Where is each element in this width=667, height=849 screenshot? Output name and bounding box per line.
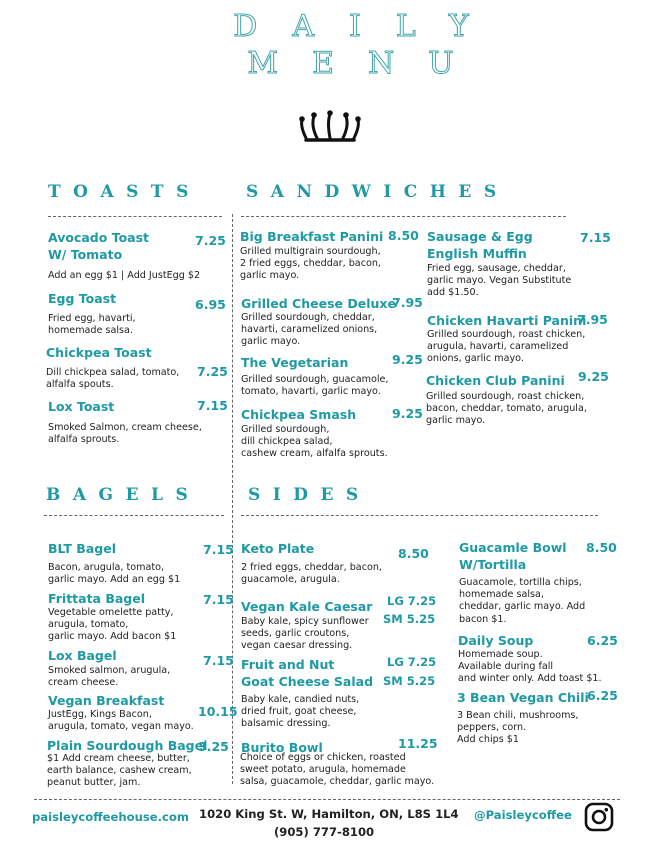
menu-item-name: Vegan Breakfast (48, 693, 165, 708)
menu-item-desc: Grilled sourdough, dill chickpea salad, cashew cream, alfalfa sprouts. (241, 424, 388, 460)
menu-item-name: Guacamle Bowl W/Tortilla (459, 540, 567, 572)
menu-item-name: Sausage & Egg English Muffin (427, 229, 533, 261)
menu-item-name: Daily Soup (458, 633, 534, 648)
menu-item-price: LG 7.25 (387, 655, 437, 669)
section-bagels: BAGELS (46, 485, 201, 505)
menu-item-name: Vegan Kale Caesar (241, 599, 373, 614)
title-menu: MENU (247, 46, 488, 81)
menu-item-desc: Fried egg, sausage, cheddar, garlic mayo. Vegan Substitute add $1.50. (427, 263, 572, 299)
column-divider (232, 214, 233, 784)
menu-item-desc: Guacamole, tortilla chips, homemade salsa, cheddar, garlic mayo. Add bacon $1. (459, 577, 586, 625)
menu-item-name: Chickpea Smash (241, 407, 357, 422)
menu-item-desc: 3 Bean chili, mushrooms, peppers, corn. Add chips $1 (457, 710, 579, 746)
menu-item-desc: $1 Add cream cheese, butter, earth balance, cashew cream, peanut butter, jam. (47, 753, 192, 789)
menu-item-desc: JustEgg, Kings Bacon, arugula, tomato, vegan mayo. (48, 709, 194, 733)
menu-item-price: 9.25 (392, 352, 423, 367)
menu-item-name: BLT Bagel (48, 541, 116, 556)
menu-item-desc: Baby kale, spicy sunflower seeds, garlic croutons, vegan caesar dressing. (241, 616, 369, 652)
menu-item-price: 3.25 (198, 739, 229, 754)
menu-item-desc: Grilled sourdough, roast chicken, arugula, havarti, caramelized onions, garlic mayo. (427, 329, 586, 365)
menu-item-price: 8.50 (398, 546, 429, 561)
divider (241, 515, 598, 516)
menu-item-price: 6.25 (587, 688, 618, 703)
divider (48, 216, 222, 217)
menu-item-desc: Bacon, arugula, tomato, garlic mayo. Add an egg $1 (48, 562, 181, 586)
menu-item-desc: Vegetable omelette patty, arugula, tomato, garlic mayo. Add bacon $1 (48, 607, 177, 643)
menu-item-desc: Grilled sourdough, cheddar, havarti, caramelized onions, garlic mayo. (241, 312, 378, 348)
menu-item-price: 7.15 (203, 592, 234, 607)
menu-item-price: 6.25 (587, 633, 618, 648)
menu-item-price: 9.25 (578, 369, 609, 384)
menu-item-name: 3 Bean Vegan Chili (457, 690, 589, 705)
menu-item-price: 10.15 (198, 704, 238, 719)
menu-item-name: Keto Plate (241, 541, 315, 556)
menu-item-desc: Dill chickpea salad, tomato, alfalfa spouts. (46, 367, 180, 391)
menu-item-desc: Grilled sourdough, guacamole, tomato, havarti, garlic mayo. (241, 374, 389, 398)
title-daily: DAILY (233, 9, 504, 44)
menu-item-desc: Add an egg $1 | Add JustEgg $2 (48, 270, 201, 281)
section-sides: SIDES (248, 485, 371, 505)
divider (241, 216, 566, 217)
menu-item-name: Chickpea Toast (46, 345, 152, 360)
menu-item-name: Egg Toast (48, 291, 117, 306)
menu-item-price: 9.25 (392, 406, 423, 421)
menu-item-price: 8.50 (388, 228, 419, 243)
crown-icon (298, 110, 362, 146)
menu-item-desc: Fried egg, havarti, homemade salsa. (48, 313, 136, 337)
menu-item-price: 7.15 (203, 542, 234, 557)
menu-item-desc: Grilled sourdough, roast chicken, bacon, cheddar, tomato, arugula, garlic mayo. (426, 391, 587, 427)
menu-item-desc: Baby kale, candied nuts, dried fruit, goat cheese, balsamic dressing. (241, 694, 360, 730)
instagram-icon[interactable] (584, 802, 614, 832)
menu-item-desc: 2 fried eggs, cheddar, bacon, guacamole, arugula. (241, 562, 382, 586)
menu-item-desc: Grilled multigrain sourdough, 2 fried eggs, cheddar, bacon, garlic mayo. (240, 246, 381, 282)
menu-item-name: Burito Bowl (241, 740, 323, 755)
menu-item-price-small: SM 5.25 (383, 612, 436, 626)
menu-item-price: 6.95 (195, 297, 226, 312)
menu-item-name: Plain Sourdough Bagel (47, 738, 208, 753)
footer-divider (34, 799, 620, 800)
menu-item-price: 7.15 (580, 230, 611, 245)
section-toasts: TOASTS (48, 182, 201, 202)
menu-item-price: 8.50 (586, 540, 617, 555)
menu-item-name: Lox Bagel (48, 648, 117, 663)
divider (44, 515, 224, 516)
address: 1020 King St. W, Hamilton, ON, L8S 1L4 (199, 807, 459, 821)
menu-item-name: Fruit and Nut Goat Cheese Salad (241, 657, 374, 689)
menu-item-name: Avocado Toast W/ Tomato (48, 230, 150, 262)
menu-item-desc: Smoked salmon, arugula, cream cheese. (48, 665, 171, 689)
section-sandwiches: SANDWICHES (246, 182, 509, 202)
menu-item-desc: Choice of eggs or chicken, roasted sweet potato, arugula, homemade salsa, guacamole, cheddar, garlic mayo. (240, 752, 435, 788)
menu-item-name: Grilled Cheese Deluxe (241, 296, 396, 311)
menu-item-price-small: SM 5.25 (383, 674, 436, 688)
menu-item-name: Chicken Havarti Panini (427, 313, 587, 328)
menu-item-price: 7.15 (197, 398, 228, 413)
menu-item-price: LG 7.25 (387, 594, 437, 608)
menu-item-price: 7.25 (195, 233, 226, 248)
menu-item-price: 7.95 (392, 295, 423, 310)
phone: (905) 777-8100 (274, 825, 375, 839)
menu-item-name: Big Breakfast Panini (240, 229, 384, 244)
menu-item-price: 11.25 (398, 736, 438, 751)
menu-item-name: Frittata Bagel (48, 591, 146, 606)
menu-item-desc: Homemade soup. Available during fall and winter only. Add toast $1. (458, 649, 602, 685)
menu-item-price: 7.15 (203, 653, 234, 668)
menu-item-price: 7.95 (577, 312, 608, 327)
menu-item-desc: Smoked Salmon, cream cheese, alfalfa sprouts. (48, 422, 202, 446)
menu-item-name: Lox Toast (48, 399, 115, 414)
menu-item-name: The Vegetarian (241, 355, 349, 370)
website-link[interactable]: paisleycoffeehouse.com (32, 810, 189, 824)
menu-item-name: Chicken Club Panini (426, 373, 565, 388)
menu-item-price: 7.25 (197, 364, 228, 379)
instagram-handle[interactable]: @Paisleycoffee (474, 808, 572, 822)
